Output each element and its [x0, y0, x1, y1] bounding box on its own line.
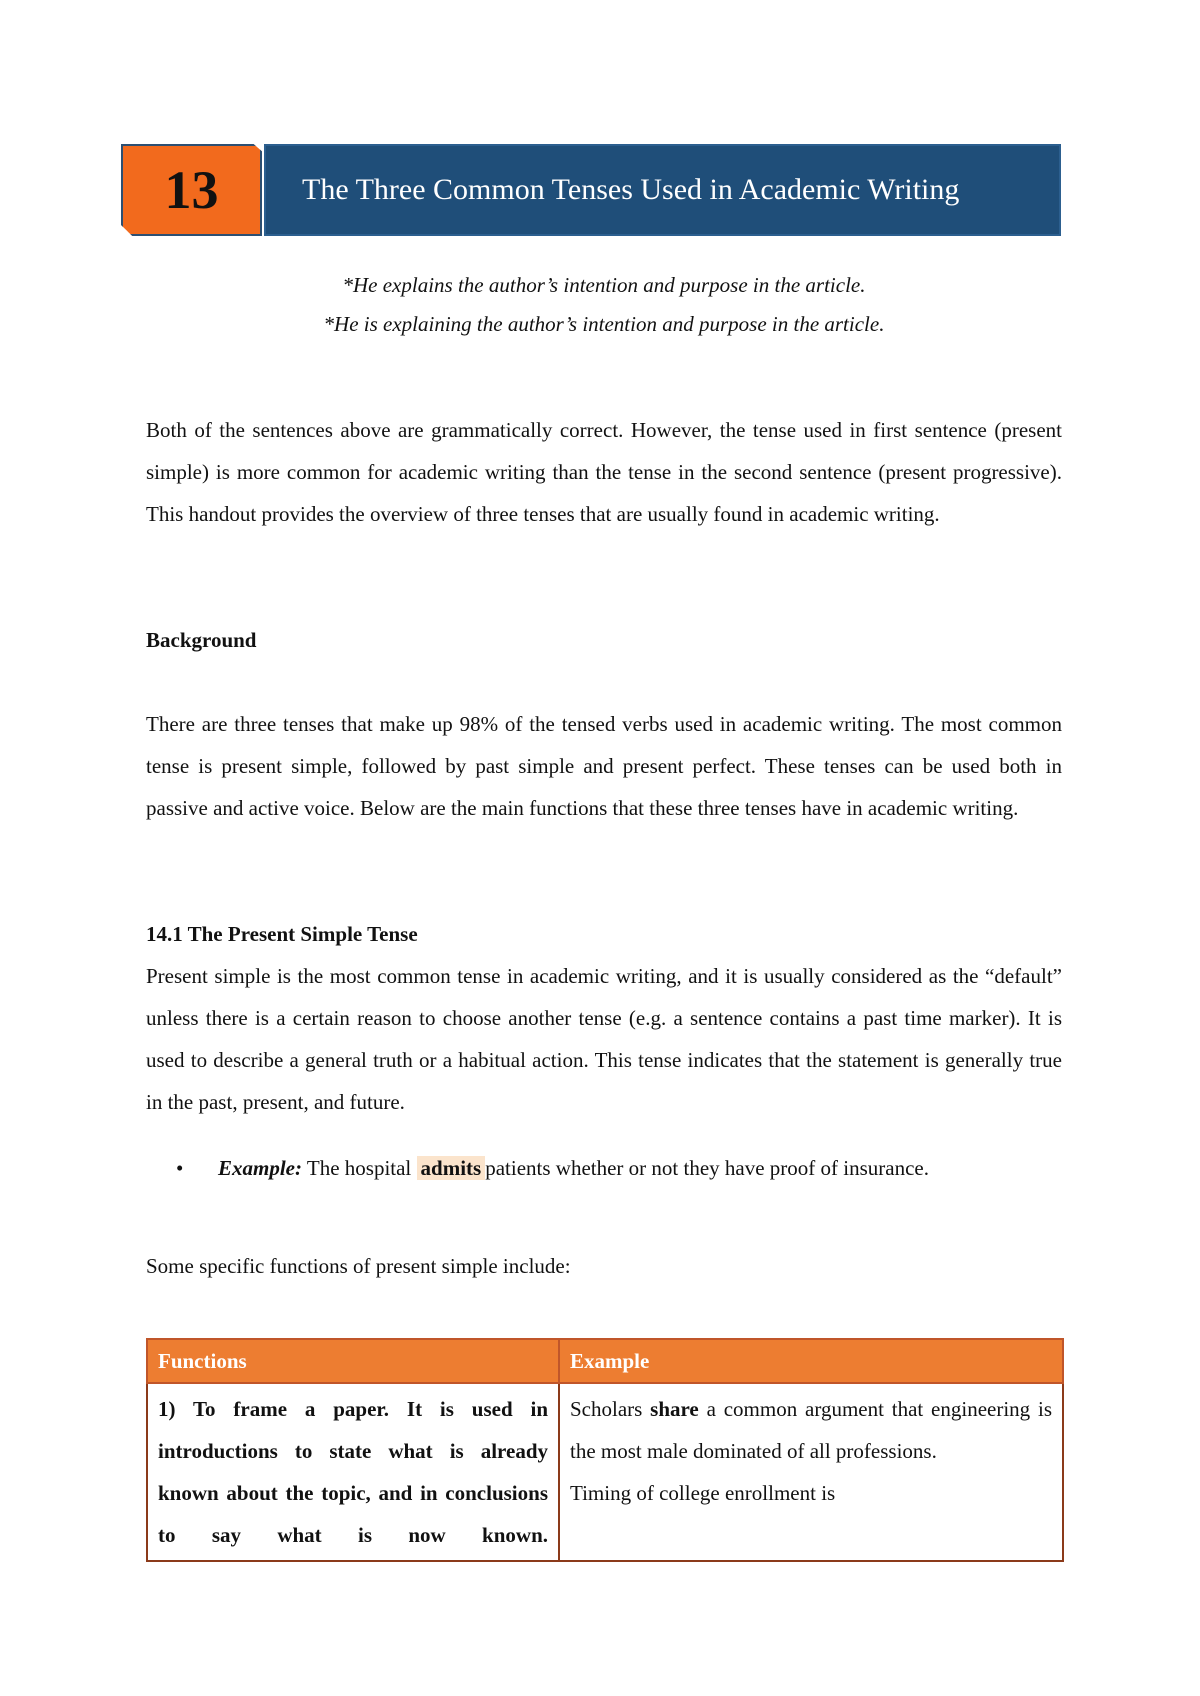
table-header-example: Example	[559, 1339, 1063, 1383]
example-highlight-word: admits	[420, 1156, 482, 1180]
present-simple-heading: 14.1 The Present Simple Tense	[146, 922, 418, 946]
function-cell: 1) To frame a paper. It is used in introductions to state what is already known about the topic, and in conclusions to say what is now known.	[147, 1383, 559, 1561]
example-sentence-2: *He is explaining the author’s intention and purpose in the article.	[323, 312, 885, 336]
table-header-row	[147, 1339, 1063, 1383]
example-text-after: patients whether or not they have proof of insurance.	[485, 1156, 929, 1180]
example-cell-bold: share	[650, 1397, 699, 1421]
example-cell-before: Scholars	[570, 1397, 643, 1421]
table-row	[147, 1383, 1063, 1561]
chapter-header	[121, 144, 1061, 236]
bullet-dot-icon: •	[176, 1156, 184, 1180]
example-highlight	[417, 1156, 486, 1180]
example-text-before: The hospital	[306, 1156, 412, 1180]
example-sentence-1: *He explains the author’s intention and purpose in the article.	[342, 273, 866, 297]
functions-table	[146, 1338, 1064, 1562]
background-body	[146, 703, 1062, 829]
background-heading: Background	[146, 628, 257, 652]
example-cell-line2: Timing of college enrollment is	[570, 1481, 836, 1505]
chapter-title-box	[264, 144, 1061, 236]
present-simple-paragraph: Present simple is the most common tense in academic writing, and it is usually considered as the “default” unless there is a certain reason to choose another tense (e.g. a sentence contains a past time marker). It is used to describe a general truth or a habitual action. This tense indicates that the statement is generally true in the past, present, and future.	[146, 964, 1062, 1114]
background-section	[146, 619, 1062, 661]
example-label: Example:	[218, 1156, 302, 1180]
functions-intro-block	[146, 1245, 1062, 1287]
intro-paragraph: Both of the sentences above are grammatically correct. However, the tense used in first sentence (present simple) is more common for academic writing than the tense in the second sentence (present progressive). This handout provides the overview of three tenses that are usually found in academic writing.	[146, 418, 1062, 526]
background-paragraph: There are three tenses that make up 98% of the tensed verbs used in academic writing. The most common tense is present simple, followed by past simple and present perfect. These tenses can be used both in passive and active voice. Below are the main functions that these three tenses have in academic writing.	[146, 712, 1062, 820]
example-bullet	[176, 1147, 929, 1189]
chapter-number: 13	[164, 160, 219, 220]
example-cell	[559, 1383, 1063, 1561]
table-header-functions: Functions	[147, 1339, 559, 1383]
functions-intro: Some specific functions of present simple include:	[146, 1254, 571, 1278]
intro-section	[146, 409, 1062, 535]
chapter-title: The Three Common Tenses Used in Academic Writing	[302, 173, 960, 206]
example-cell-after: a common argument that engineering is the most male dominated of all professions.	[570, 1397, 1052, 1463]
present-simple-section	[146, 913, 1062, 1123]
